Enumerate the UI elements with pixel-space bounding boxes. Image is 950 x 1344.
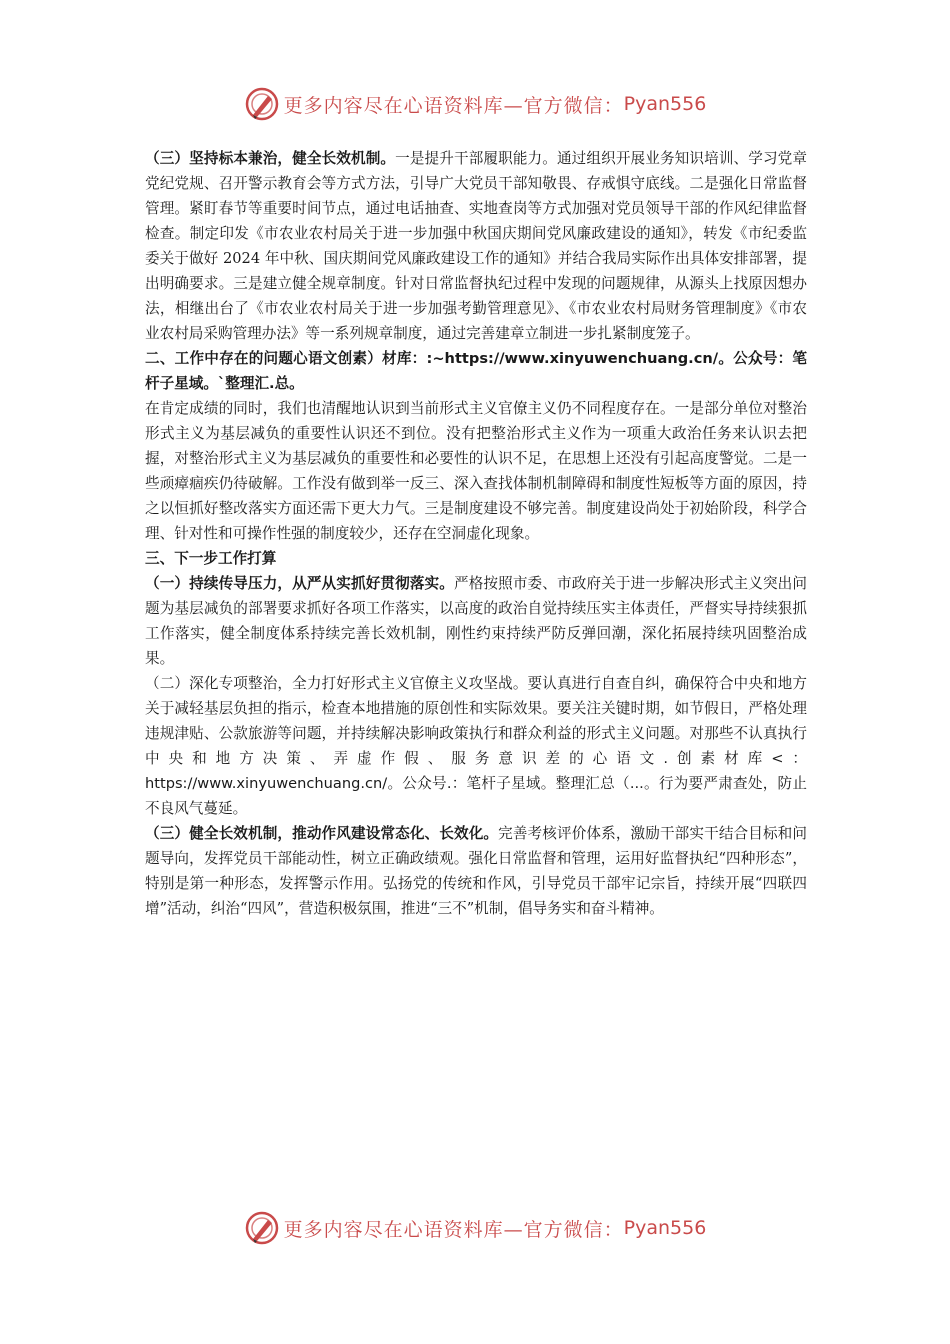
paragraph-2: 在肯定成绩的同时，我们也清醒地认识到当前形式主义官僚主义仍不同程度存在。一是部分单位对整治形式主义为基层减负的重要性认识还不到位。没有把整治形式主义作为一项重大政治任务来认识去把握，对整治形式主义为基层减负的重要性和必要性的认识不足，在思想上还没有引起高度警觉。二是一些顽瘴痼疾仍待破解。工作没有做到举一反三、深入查找体制机制障碍和制度性短板等方面的原因，持之以恒抓好整改落实方面还需下更大力气。三是制度建设不够完善。制度建设尚处于初始阶段，科学合理、针对性和可操作性强的制度较少，还存在空洞虚化现象。 — [145, 400, 807, 542]
paragraph-3-lead: （一）持续传导压力，从严从实抓好贯彻落实。 — [145, 575, 454, 592]
paragraph-3 — [145, 571, 807, 671]
pen-logo-icon — [244, 1210, 280, 1246]
paragraph-5 — [145, 821, 807, 921]
banner-text: 更多内容尽在心语资料库—官方微信： — [283, 1218, 624, 1241]
banner-wechat-id: Pyan556 — [623, 1217, 707, 1239]
banner-text: 更多内容尽在心语资料库—官方微信： — [283, 94, 624, 117]
header-banner — [0, 84, 950, 124]
pen-logo-icon — [244, 86, 280, 122]
paragraph-4: （二）深化专项整治，全力打好形式主义官僚主义攻坚战。要认真进行自查自纠，确保符合中央和地方关于减轻基层负担的指示，检查本地措施的原创性和实际效果。要关注关键时期，如节假日，严格处理违规津贴、公款旅游等问题，并持续解决影响政策执行和群众利益的形式主义问题。对那些不认真执行中央和地方决策、弄虚作假、服务意识差的心语文.创素材库<：https://www.xinyuwenchuang.cn/。公众号.：笔杆子星域。整理汇总（...。行为要严肃查处，防止不良风气蔓延。 — [145, 675, 807, 817]
paragraph-1-body: 一是提升干部履职能力。通过组织开展业务知识培训、学习党章党纪党规、召开警示教育会等方式方法，引导广大党员干部知敬畏、存戒惧守底线。二是强化日常监督管理。紧盯春节等重要时间节点，通过电话抽查、实地查岗等方式加强对党员领导干部的作风纪律监督检查。制定印发《市农业农村局关于进一步加强中秋国庆期间党风廉政建设的通知》，转发《市纪委监委关于做好 2024 年中秋、国庆期间党风廉政建设工作的通知》并结合我局实际作出具体安排部署，提出明确要求。三是建立健全规章制度。针对日常监督执纪过程中发现的问题规律，从源头上找原因想办法，相继出台了《市农业农村局关于进一步加强考勤管理意见》、《市农业农村局财务管理制度》《市农业农村局采购管理办法》等一系列规章制度，通过完善建章立制进一步扎紧制度笼子。 — [145, 150, 807, 342]
paragraph-5-body: 完善考核评价体系，激励干部实干结合目标和问题导向，发挥党员干部能动性，树立正确政绩观。强化日常监督和管理，运用好监督执纪“四种形态”，特别是第一种形态，发挥警示作用。弘扬党的传统和作风，引导党员干部牢记宗旨，持续开展“四联四增”活动，纠治“四风”，营造积极氛围，推进“三不”机制，倡导务实和奋斗精神。 — [145, 825, 807, 917]
section-heading-3: 三、下一步工作打算 — [145, 550, 277, 567]
footer-banner — [0, 1208, 950, 1248]
paragraph-1 — [145, 146, 807, 346]
paragraph-1-lead: （三）坚持标本兼治，健全长效机制。 — [145, 150, 396, 167]
banner-wechat-id: Pyan556 — [623, 93, 707, 115]
document-body — [145, 146, 807, 921]
section-heading-2: 二、工作中存在的问题心语文创素）材库：:~https://www.xinyuwenchuang.cn/。公众号：笔杆子星域。`整理汇.总。 — [145, 350, 807, 392]
paragraph-5-lead: （三）健全长效机制，推动作风建设常态化、长效化。 — [145, 825, 499, 842]
paragraph-3-body: 严格按照市委、市政府关于进一步解决形式主义突出问题为基层减负的部署要求抓好各项工作落实，以高度的政治自觉持续压实主体责任，严督实导持续狠抓工作落实，健全制度体系持续完善长效机制，刚性约束持续严防反弹回潮，深化拓展持续巩固整治成果。 — [145, 575, 807, 667]
